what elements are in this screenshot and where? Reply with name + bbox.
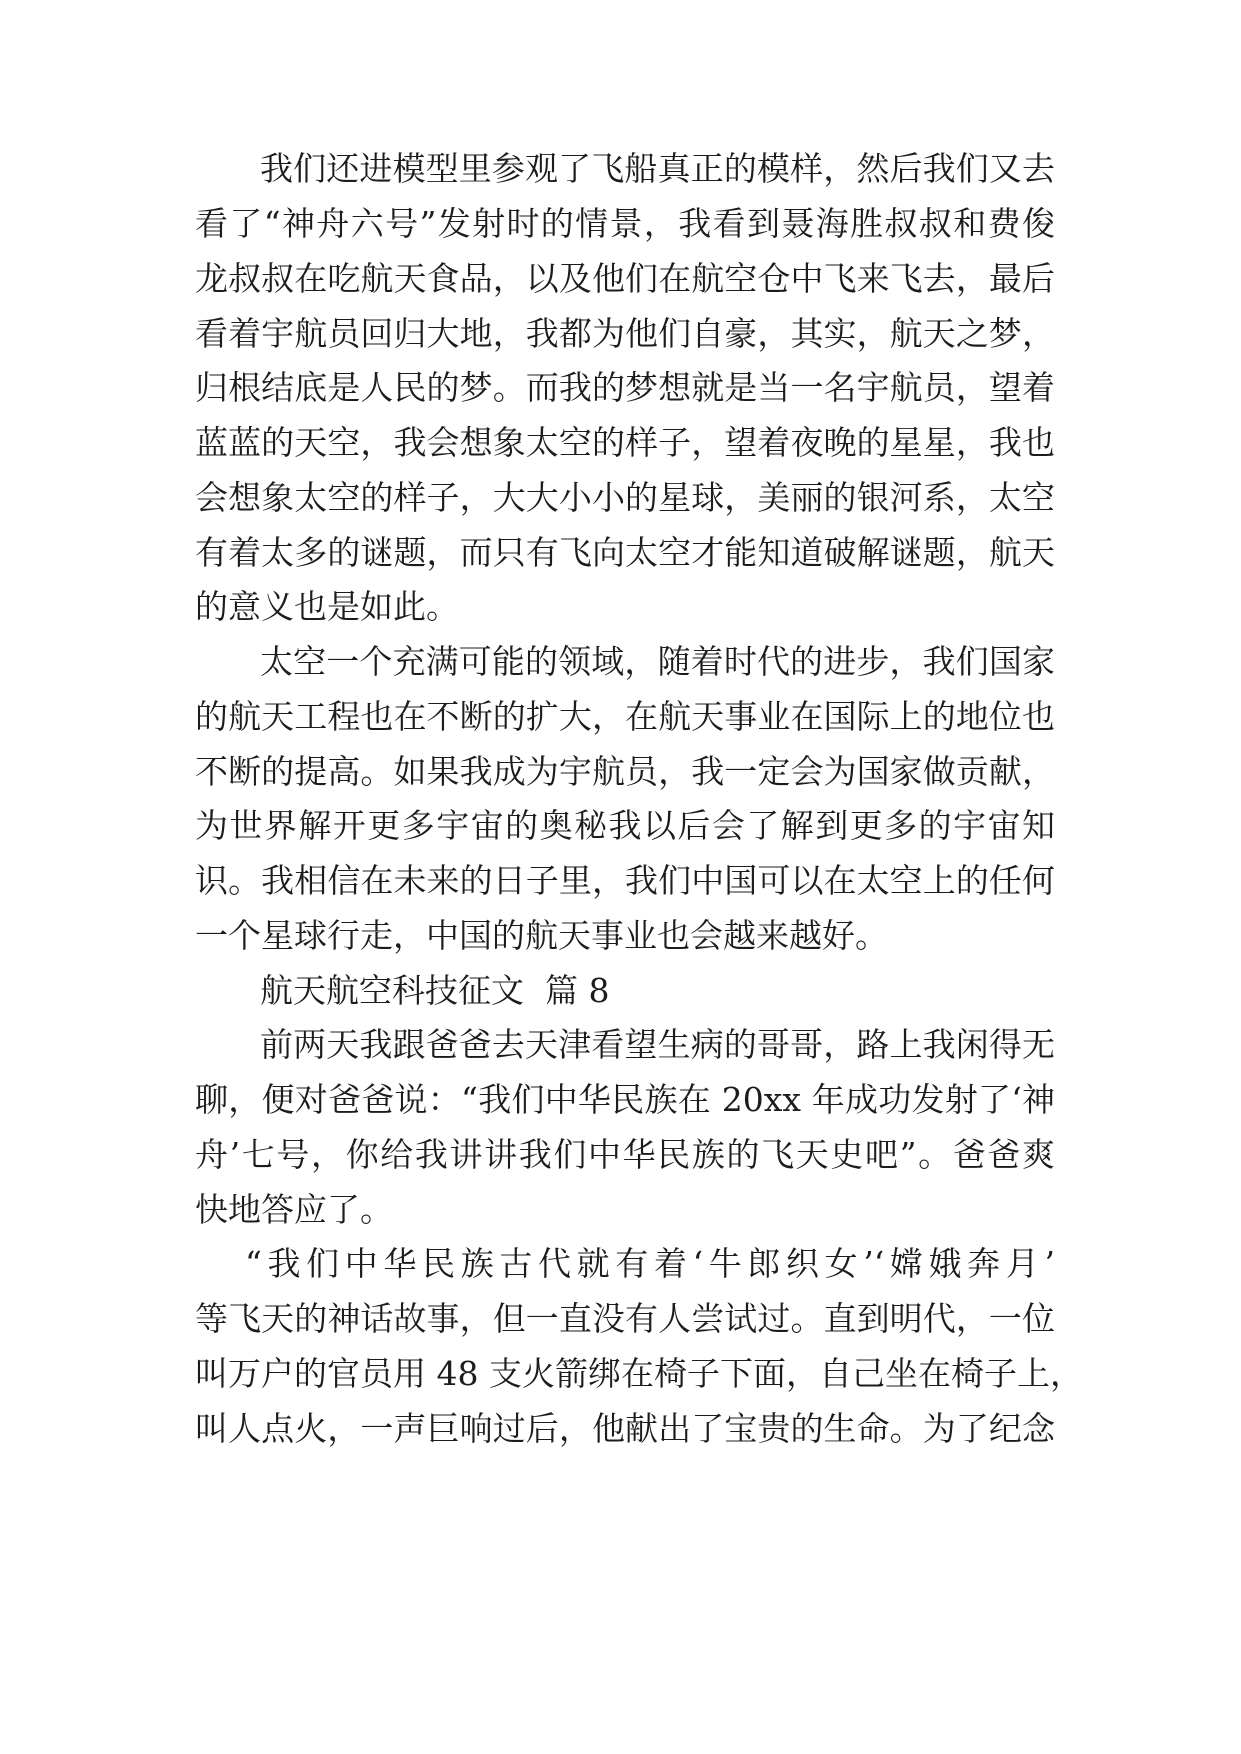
paragraph-2-line-2: 的航天工程也在不断的扩大，在航天事业在国际上的地位也 [195, 697, 1055, 736]
paragraph-1-line-1: 我们还进模型里参观了飞船真正的模样，然后我们又去 [260, 149, 1055, 188]
paragraph-1-line-4: 看着宇航员回归大地，我都为他们自豪，其实，航天之梦， [195, 314, 1055, 353]
paragraph-1-line-3: 龙叔叔在吃航天食品，以及他们在航空仓中飞来飞去，最后 [195, 259, 1055, 298]
paragraph-1-line-2: 看了“神舟六号”发射时的情景，我看到聂海胜叔叔和费俊 [195, 204, 1055, 243]
section-heading: 航天航空科技征文 篇 8 [260, 971, 610, 1010]
paragraph-3-line-2: 聊，便对爸爸说：“我们中华民族在 20xx 年成功发射了‘神 [195, 1080, 1055, 1119]
paragraph-1-line-5: 归根结底是人民的梦。而我的梦想就是当一名宇航员，望着 [195, 368, 1055, 407]
paragraph-2-line-1: 太空一个充满可能的领域，随着时代的进步，我们国家 [260, 642, 1055, 681]
paragraph-1-line-8: 有着太多的谜题，而只有飞向太空才能知道破解谜题，航天 [195, 533, 1055, 572]
paragraph-1-line-9: 的意义也是如此。 [195, 587, 459, 626]
paragraph-1-line-6: 蓝蓝的天空，我会想象太空的样子，望着夜晚的星星，我也 [195, 423, 1055, 462]
paragraph-1-line-7: 会想象太空的样子，大大小小的星球，美丽的银河系，太空 [195, 478, 1055, 517]
paragraph-4-line-1: “我们中华民族古代就有着‘牛郎织女’‘嫦娥奔月’ [245, 1244, 1055, 1283]
paragraph-4-line-2: 等飞天的神话故事，但一直没有人尝试过。直到明代，一位 [195, 1299, 1055, 1338]
paragraph-4-line-3: 叫万户的官员用 48 支火箭绑在椅子下面，自己坐在椅子上， [195, 1354, 1083, 1393]
paragraph-2-line-6: 一个星球行走，中国的航天事业也会越来越好。 [195, 916, 888, 955]
paragraph-3-line-1: 前两天我跟爸爸去天津看望生病的哥哥，路上我闲得无 [260, 1025, 1055, 1064]
paragraph-4-line-4: 叫人点火，一声巨响过后，他献出了宝贵的生命。为了纪念 [195, 1409, 1055, 1448]
paragraph-3-line-3: 舟’七号，你给我讲讲我们中华民族的飞天史吧”。爸爸爽 [195, 1135, 1055, 1174]
paragraph-2-line-3: 不断的提高。如果我成为宇航员，我一定会为国家做贡献， [195, 752, 1055, 791]
paragraph-3-line-4: 快地答应了。 [195, 1190, 393, 1229]
paragraph-2-line-5: 识。我相信在未来的日子里，我们中国可以在太空上的任何 [195, 861, 1055, 900]
paragraph-2-line-4: 为世界解开更多宇宙的奥秘我以后会了解到更多的宇宙知 [195, 806, 1055, 845]
